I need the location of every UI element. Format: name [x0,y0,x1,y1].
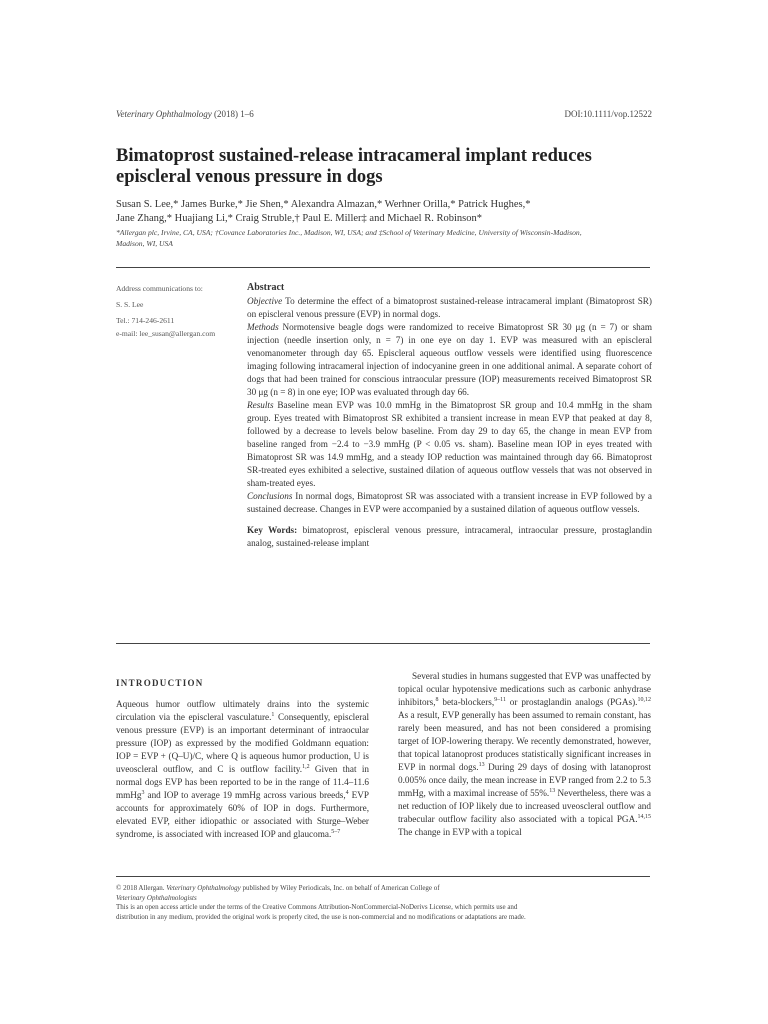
abstract-conclusions [247,490,652,516]
citation: 9–11 [494,696,506,703]
intro-text: EVP accounts for approximately 60% of IOP in dogs. Furthermore, elevated EVP, either idiopathic or associated with Sturge–Weber syndrome, is associated with increased IOP and glaucoma. [116,790,369,839]
footer-line: distribution in any medium, provided the original work is properly cited, the use is non-commercial and no modifications or adaptations are made. [116,912,526,921]
intro-text: Given that in normal dogs EVP has been reported to be in the range of 11.4–11.6 mmHg [116,764,369,800]
footer-text: © 2018 Allergan. [116,884,165,892]
affiliation-line: *Allergan plc, Irvine, CA, USA; †Covance Laboratories Inc., Madison, WI, USA; and ‡School of Veterinary Medicine, University of Wisconsin-Madison, [116,228,582,237]
running-head-doi: DOI:10.1111/vop.12522 [564,109,652,119]
intro-text: and IOP to average 19 mmHg across various breeds, [144,790,346,800]
body-column-right [398,670,651,839]
abstract-heading: Abstract [247,282,285,293]
methods-label: Methods [247,322,279,332]
citation: 13 [478,761,485,768]
results-text: Baseline mean EVP was 10.0 mmHg in the Bimatoprost SR group and 10.4 mmHg in the sham group. Eyes treated with Bimatoprost SR exhibited a transient increase in mean EVP that peaked at day 8, followed by a decrease to levels below baseline. From day 29 to day 65, the change in mean EVP from baseline ranged from −2.4 to −3.9 mmHg (P < 0.05 vs. sham). Baseline mean IOP in eyes treated with Bimatoprost SR was 14.9 mmHg, and a steady IOP reduction was maintained through day 66. Bimatoprost SR-treated eyes exhibited a selective, sustained dilation of aqueous outflow vessels that was not observed in sham-treated eyes. [247,400,652,488]
intro-text: Several studies in humans suggested that EVP was unaffected by topical ocular hypotensive medications such as carbonic anhydrase inhibitors, [398,671,651,707]
footer-divider [116,876,650,877]
citation: 10,12 [637,696,651,703]
intro-text: beta-blockers, [438,697,495,707]
intro-text: As a result, EVP generally has been assumed to remain constant, has rarely been measured, and has not been considered a promising target of IOP-lowering therapy. We recently demonstrated, however, that topical latanoprost produces statistically significant increases in EVP in normal dogs. [398,710,651,772]
journal-issue: (2018) 1–6 [214,109,254,119]
citation: 13 [549,787,556,794]
author-line: Jane Zhang,* Huajiang Li,* Craig Struble,† Paul E. Miller‡ and Michael R. Robinson* [116,213,482,224]
header-divider [116,267,650,268]
conclusions-text: In normal dogs, Bimatoprost SR was associated with a transient increase in EVP followed by a sustained decrease. Changes in EVP were accompanied by a sustained dilation of aqueous outflow vessels. [247,491,653,514]
citation: 8 [435,696,439,703]
correspondence-email: e-mail: lee_susan@allergan.com [116,329,216,338]
footer-line: This is an open access article under the terms of the Creative Commons Attribution-NonCommercial-NoDerivs License, which permits use and [116,903,518,911]
intro-text: The change in EVP with a topical [398,827,522,837]
title-line: episcleral venous pressure in dogs [116,167,383,187]
author-line: Susan S. Lee,* James Burke,* Jie Shen,* Alexandra Almazan,* Werhner Orilla,* Patrick Hughes,* [116,199,531,210]
copyright-footer [116,884,656,922]
abstract-objective [247,295,652,321]
correspondence-name: S. S. Lee [116,300,144,309]
citation: 3 [141,789,145,796]
footer-line [116,884,656,894]
conclusions-label: Conclusions [247,491,293,501]
objective-label: Objective [247,296,283,306]
citation: 14,15 [637,813,651,820]
intro-text: or prostaglandin analogs (PGAs). [505,697,638,707]
intro-text: Aqueous humor outflow ultimately drains into the systemic circulation via the episcleral vasculature. [116,699,369,722]
footer-journal: Veterinary Ophthalmology [166,884,241,892]
correspondence-label: Address communications to: [116,284,203,293]
results-label: Results [247,400,274,410]
correspondence-block [116,282,231,340]
keywords [247,524,652,550]
objective-text: To determine the effect of a bimatoprost sustained-release intracameral implant (Bimatoprost SR) on episcleral venous pressure (EVP) in normal dogs. [247,296,652,319]
intro-text: During 29 days of dosing with latanoprost 0.005% once daily, the mean increase in EVP ranged from 2.2 to 5.3 mmHg, with a maximal increase of 55%. [398,762,651,798]
footer-text: published by Wiley Periodicals, Inc. on behalf of American College of [242,884,440,892]
title-line: Bimatoprost sustained-release intracameral implant reduces [116,146,592,166]
author-list [116,198,656,226]
affiliations [116,228,656,249]
intro-text: Nevertheless, there was a net reduction of IOP likely due to increased uveoscleral outflow and trabecular outflow facility also associated with a topical PGA. [398,788,651,824]
intro-paragraph [116,698,369,841]
body-column-left [116,670,369,841]
correspondence-tel: Tel.: 714-246-2611 [116,316,175,325]
intro-text: Consequently, episcleral venous pressure (EVP) is an important determinant of intraocular pressure (IOP) as expressed by the modified Goldmann equation: IOP = EVP + (Q–U)/C, where Q is aqueous humor production, U is uveoscleral outflow, and C is outflow facility. [116,712,369,774]
citation: 1,2 [302,763,310,770]
abstract-divider [116,643,650,644]
citation: 5–7 [331,828,341,835]
article-title [116,146,656,188]
keywords-label: Key Words: [247,525,298,535]
keywords-text: bimatoprost, episcleral venous pressure, intracameral, intraocular pressure, prostaglandin analog, sustained-release implant [247,525,653,548]
citation: 4 [345,789,349,796]
affiliation-line: Madison, WI, USA [116,238,173,248]
journal-name: Veterinary Ophthalmology [116,109,212,119]
abstract-methods [247,321,652,399]
section-heading: INTRODUCTION [116,678,204,688]
abstract-results [247,399,652,490]
intro-paragraph [398,670,651,839]
methods-text: Normotensive beagle dogs were randomized to receive Bimatoprost SR 30 μg (n = 7) or sham injection (needle insertion only, n = 7) in one eye on day 1. EVP was measured with an episcleral venomanometer through day 65. Episcleral aqueous outflow vessels were identified using fluorescence imaging following intracameral injection of indocyanine green in one additional animal. A separate cohort of dogs that had been trained for conscious intraocular pressure (IOP) measurements received Bimatoprost SR 30 μg (n = 8) in one eye; IOP was evaluated through day 66. [247,322,653,397]
citation: 1 [271,711,275,718]
running-head-journal [116,109,254,119]
footer-line: Veterinary Ophthalmologists [116,893,197,902]
abstract [247,281,652,550]
